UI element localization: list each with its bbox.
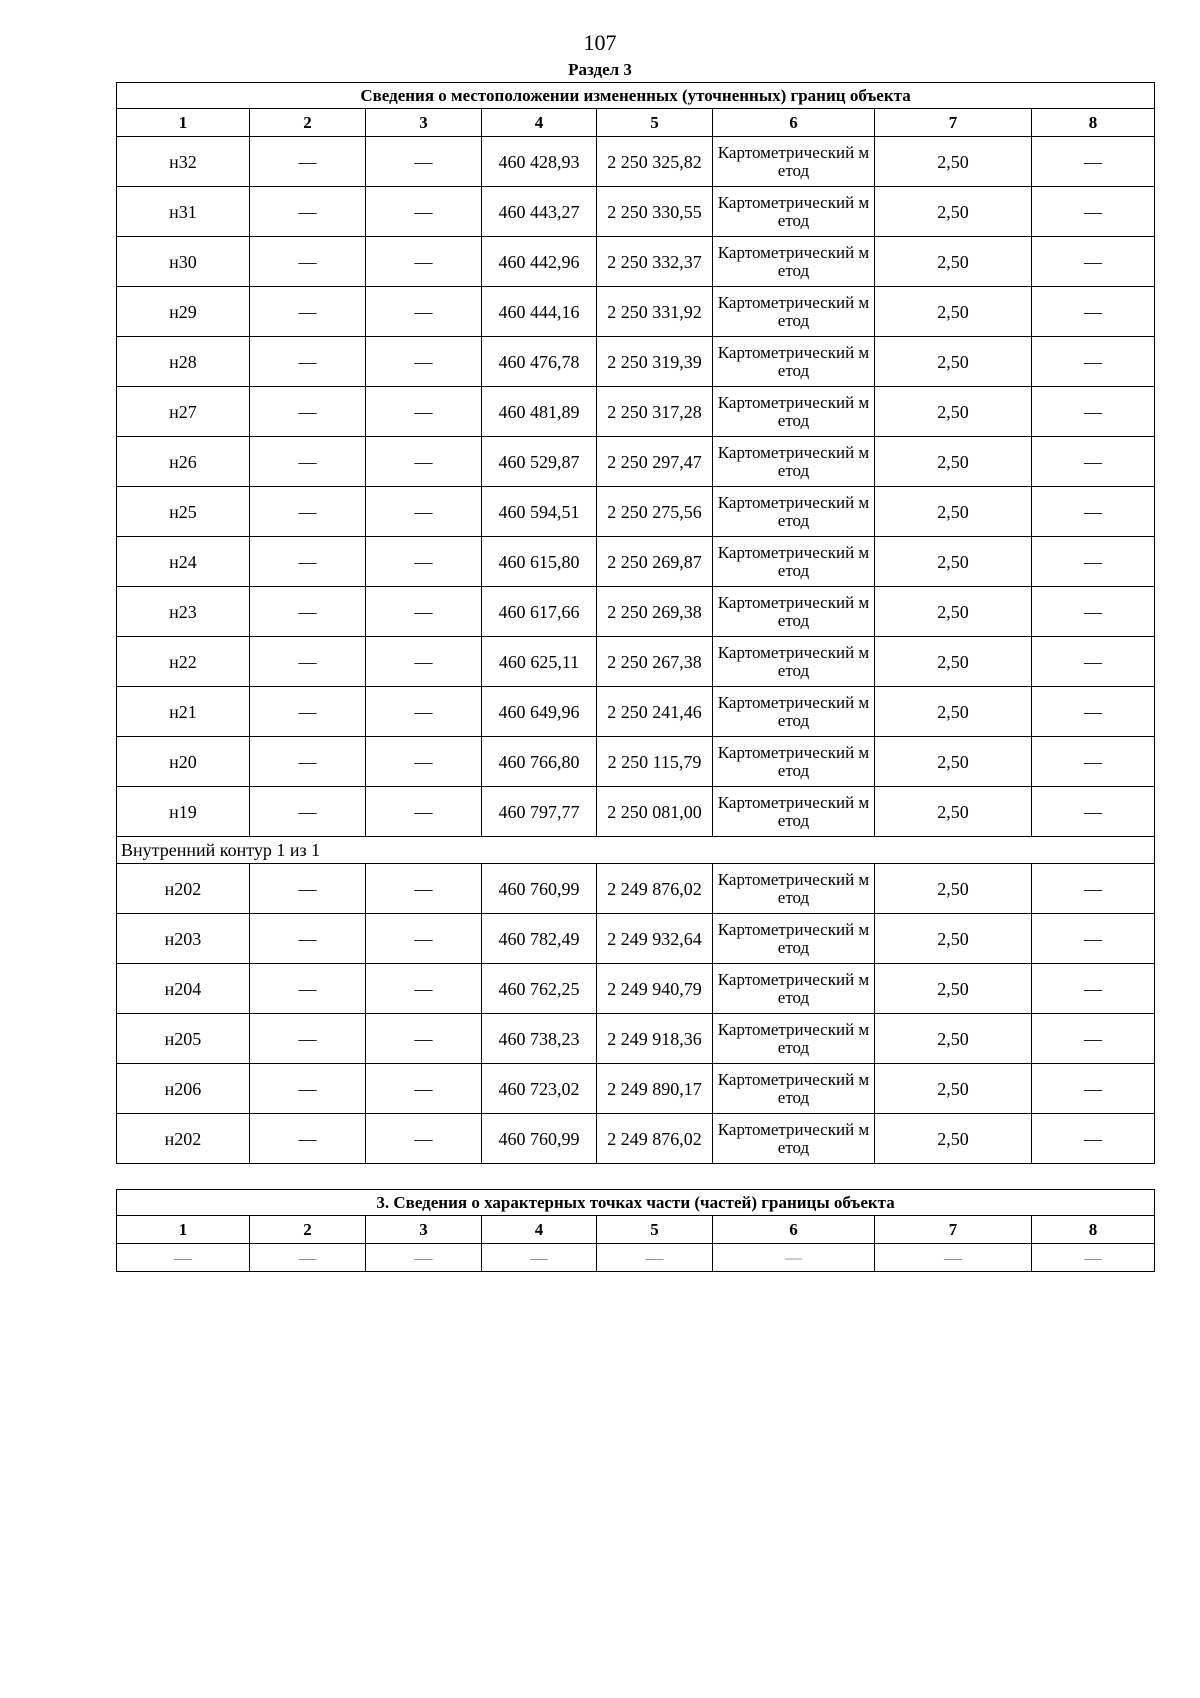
table-cell: Картометрический метод (713, 964, 875, 1014)
table-cell: 2,50 (875, 537, 1032, 587)
table-cell: — (1032, 1244, 1155, 1272)
contour-label: Внутренний контур 1 из 1 (117, 837, 1155, 864)
section-title: Раздел 3 (568, 60, 632, 79)
table-row (117, 687, 1155, 737)
table-cell: 460 738,23 (482, 1014, 597, 1064)
page-number: 107 (583, 30, 617, 55)
table-row (117, 1244, 1155, 1272)
table-cell: — (250, 387, 366, 437)
table-cell: Картометрический метод (713, 787, 875, 837)
table-cell: 2,50 (875, 1114, 1032, 1164)
table-cell: 2,50 (875, 637, 1032, 687)
table-row (117, 437, 1155, 487)
table-row (117, 737, 1155, 787)
table-row (117, 337, 1155, 387)
table-cell: н19 (117, 787, 250, 837)
table-cell: — (1032, 387, 1155, 437)
table-cell: — (250, 287, 366, 337)
table-row (117, 137, 1155, 187)
column-header: 7 (875, 1216, 1032, 1244)
table-cell: 2 249 890,17 (597, 1064, 713, 1114)
table-cell: — (366, 337, 482, 387)
table-cell: Картометрический метод (713, 537, 875, 587)
table-cell: Картометрический метод (713, 637, 875, 687)
table-cell: 2,50 (875, 864, 1032, 914)
table-cell: — (366, 437, 482, 487)
table-cell: — (366, 864, 482, 914)
column-header: 5 (597, 109, 713, 137)
table-cell: 460 615,80 (482, 537, 597, 587)
table-cell: Картометрический метод (713, 737, 875, 787)
table-cell: — (366, 787, 482, 837)
table-cell: 2 250 275,56 (597, 487, 713, 537)
table-cell: н202 (117, 864, 250, 914)
table-cell: 2,50 (875, 487, 1032, 537)
table-cell: — (366, 1114, 482, 1164)
table-cell: Картометрический метод (713, 687, 875, 737)
table-cell: 2,50 (875, 737, 1032, 787)
table-cell: н31 (117, 187, 250, 237)
table-cell: — (875, 1244, 1032, 1272)
table-row (117, 387, 1155, 437)
table-cell: 460 782,49 (482, 914, 597, 964)
table-cell: 2,50 (875, 687, 1032, 737)
table-row (117, 187, 1155, 237)
table-row (117, 287, 1155, 337)
table-cell: — (250, 237, 366, 287)
table-cell: 2 250 081,00 (597, 787, 713, 837)
table-cell: — (1032, 487, 1155, 537)
table-cell: Картометрический метод (713, 237, 875, 287)
table-cell: — (1032, 864, 1155, 914)
table-cell: — (1032, 587, 1155, 637)
table-cell: 460 443,27 (482, 187, 597, 237)
table-cell: — (366, 1014, 482, 1064)
table-cell: — (1032, 187, 1155, 237)
table-cell: — (713, 1244, 875, 1272)
table-cell: — (366, 587, 482, 637)
table-cell: — (250, 1244, 366, 1272)
table-cell: н29 (117, 287, 250, 337)
table-cell: н32 (117, 137, 250, 187)
table-cell: — (250, 187, 366, 237)
table-cell: н204 (117, 964, 250, 1014)
table-cell: — (366, 1064, 482, 1114)
table-cell: 460 766,80 (482, 737, 597, 787)
table-cell: 460 428,93 (482, 137, 597, 187)
table-cell: 460 797,77 (482, 787, 597, 837)
table-cell: 2,50 (875, 964, 1032, 1014)
table-cell: — (366, 287, 482, 337)
table-cell: Картометрический метод (713, 864, 875, 914)
table-cell: 2,50 (875, 437, 1032, 487)
table-cell: н21 (117, 687, 250, 737)
table-cell: — (250, 137, 366, 187)
table-cell: н26 (117, 437, 250, 487)
table-row (117, 1014, 1155, 1064)
table-cell: — (250, 737, 366, 787)
table-cell: 2 250 269,87 (597, 537, 713, 587)
table-cell: 460 760,99 (482, 1114, 597, 1164)
table-cell: 2 250 267,38 (597, 637, 713, 687)
table-cell: 460 723,02 (482, 1064, 597, 1114)
table-cell: — (1032, 137, 1155, 187)
table-row (117, 237, 1155, 287)
table-cell: — (1032, 287, 1155, 337)
table-cell: 2 250 332,37 (597, 237, 713, 287)
table-cell: 2,50 (875, 587, 1032, 637)
table-row (117, 637, 1155, 687)
table-cell: 2 249 918,36 (597, 1014, 713, 1064)
table-cell: 460 594,51 (482, 487, 597, 537)
table-cell: 2 250 241,46 (597, 687, 713, 737)
column-header: 4 (482, 1216, 597, 1244)
table-cell: — (1032, 637, 1155, 687)
column-header: 3 (366, 1216, 482, 1244)
table-cell: — (250, 437, 366, 487)
table-cell: н30 (117, 237, 250, 287)
table-cell: 2,50 (875, 137, 1032, 187)
table-cell: — (250, 537, 366, 587)
column-header: 5 (597, 1216, 713, 1244)
table-cell: 460 476,78 (482, 337, 597, 387)
table-row (117, 1064, 1155, 1114)
table-cell: — (366, 687, 482, 737)
table-cell: — (1032, 437, 1155, 487)
table-cell: — (366, 237, 482, 287)
table-cell: — (597, 1244, 713, 1272)
table-cell: — (1032, 687, 1155, 737)
table-cell: 2 249 876,02 (597, 1114, 713, 1164)
column-header: 1 (117, 109, 250, 137)
table-cell: — (250, 787, 366, 837)
table-cell: — (1032, 914, 1155, 964)
table-cell: 2 249 876,02 (597, 864, 713, 914)
table-caption: Сведения о местоположении измененных (уточненных) границ объекта (117, 83, 1155, 109)
table-cell: 2,50 (875, 337, 1032, 387)
table-cell: 2,50 (875, 914, 1032, 964)
table-cell: — (250, 964, 366, 1014)
table-cell: Картометрический метод (713, 1064, 875, 1114)
boundary-coordinates-table (116, 82, 1155, 1164)
table-cell: 2,50 (875, 237, 1032, 287)
table-cell: 2 250 325,82 (597, 137, 713, 187)
table-cell: — (1032, 787, 1155, 837)
table-cell: — (1032, 737, 1155, 787)
table-cell: Картометрический метод (713, 187, 875, 237)
column-header: 2 (250, 1216, 366, 1244)
contour-label-row (117, 837, 1155, 864)
table-cell: 460 529,87 (482, 437, 597, 487)
table-cell: — (366, 914, 482, 964)
table-cell: — (366, 487, 482, 537)
table-cell: — (1032, 1064, 1155, 1114)
column-header: 2 (250, 109, 366, 137)
table-header-row (117, 1216, 1155, 1244)
column-header: 6 (713, 109, 875, 137)
table-cell: 2 250 330,55 (597, 187, 713, 237)
table-cell: 460 481,89 (482, 387, 597, 437)
table-cell: 460 625,11 (482, 637, 597, 687)
column-header: 1 (117, 1216, 250, 1244)
table-cell: — (250, 337, 366, 387)
column-header: 6 (713, 1216, 875, 1244)
column-header: 4 (482, 109, 597, 137)
table-cell: — (1032, 337, 1155, 387)
table-cell: — (250, 687, 366, 737)
table-cell: 2 250 115,79 (597, 737, 713, 787)
table-cell: — (250, 864, 366, 914)
table-cell: — (250, 1014, 366, 1064)
column-header: 7 (875, 109, 1032, 137)
table-row (117, 537, 1155, 587)
column-header: 8 (1032, 1216, 1155, 1244)
table-cell: Картометрический метод (713, 137, 875, 187)
table-row (117, 864, 1155, 914)
table-cell: — (482, 1244, 597, 1272)
table-cell: 2,50 (875, 187, 1032, 237)
table-cell: Картометрический метод (713, 587, 875, 637)
table-cell: н203 (117, 914, 250, 964)
table-cell: — (366, 387, 482, 437)
table-cell: н20 (117, 737, 250, 787)
table-cell: Картометрический метод (713, 1014, 875, 1064)
table-cell: Картометрический метод (713, 337, 875, 387)
table-cell: 2 250 269,38 (597, 587, 713, 637)
table-cell: 2 249 932,64 (597, 914, 713, 964)
table-cell: 2,50 (875, 1014, 1032, 1064)
table-cell: 2,50 (875, 1064, 1032, 1114)
table-cell: — (250, 587, 366, 637)
table-cell: — (366, 737, 482, 787)
table-row (117, 1114, 1155, 1164)
table-cell: 460 617,66 (482, 587, 597, 637)
column-header: 3 (366, 109, 482, 137)
table-cell: 2 249 940,79 (597, 964, 713, 1014)
table-cell: — (366, 137, 482, 187)
table-cell: — (1032, 1014, 1155, 1064)
table-cell: 2 250 297,47 (597, 437, 713, 487)
table-cell: 460 649,96 (482, 687, 597, 737)
table-cell: н202 (117, 1114, 250, 1164)
table-cell: 2 250 319,39 (597, 337, 713, 387)
table-cell: — (250, 1114, 366, 1164)
table-row (117, 964, 1155, 1014)
table-cell: Картометрический метод (713, 437, 875, 487)
table-cell: Картометрический метод (713, 487, 875, 537)
table-cell: 460 444,16 (482, 287, 597, 337)
table-cell: н24 (117, 537, 250, 587)
table-cell: н28 (117, 337, 250, 387)
table-cell: — (250, 637, 366, 687)
table-cell: н27 (117, 387, 250, 437)
table-cell: 2 250 317,28 (597, 387, 713, 437)
table-cell: — (117, 1244, 250, 1272)
table-cell: — (366, 187, 482, 237)
table-row (117, 914, 1155, 964)
table-cell: н206 (117, 1064, 250, 1114)
table-row (117, 487, 1155, 537)
table-row (117, 587, 1155, 637)
table-cell: Картометрический метод (713, 914, 875, 964)
table-cell: — (250, 914, 366, 964)
table-cell: н205 (117, 1014, 250, 1064)
table-cell: н25 (117, 487, 250, 537)
table-cell: — (366, 964, 482, 1014)
part-points-table (116, 1189, 1155, 1272)
table-cell: н23 (117, 587, 250, 637)
table-cell: — (1032, 537, 1155, 587)
table-cell: — (1032, 1114, 1155, 1164)
table-cell: — (1032, 237, 1155, 287)
table-cell: 2,50 (875, 787, 1032, 837)
table-cell: — (366, 637, 482, 687)
table-cell: Картометрический метод (713, 1114, 875, 1164)
table-cell: 2,50 (875, 287, 1032, 337)
table-cell: Картометрический метод (713, 287, 875, 337)
table-cell: — (250, 1064, 366, 1114)
table-header-row (117, 109, 1155, 137)
table-caption: 3. Сведения о характерных точках части (частей) границы объекта (117, 1190, 1155, 1216)
table-row (117, 787, 1155, 837)
table-cell: 2 250 331,92 (597, 287, 713, 337)
table-cell: — (250, 487, 366, 537)
column-header: 8 (1032, 109, 1155, 137)
table-cell: — (366, 1244, 482, 1272)
table-cell: — (366, 537, 482, 587)
table-cell: 460 762,25 (482, 964, 597, 1014)
table-cell: 460 760,99 (482, 864, 597, 914)
table-cell: 2,50 (875, 387, 1032, 437)
table-cell: 460 442,96 (482, 237, 597, 287)
table-cell: Картометрический метод (713, 387, 875, 437)
table-cell: н22 (117, 637, 250, 687)
table-cell: — (1032, 964, 1155, 1014)
